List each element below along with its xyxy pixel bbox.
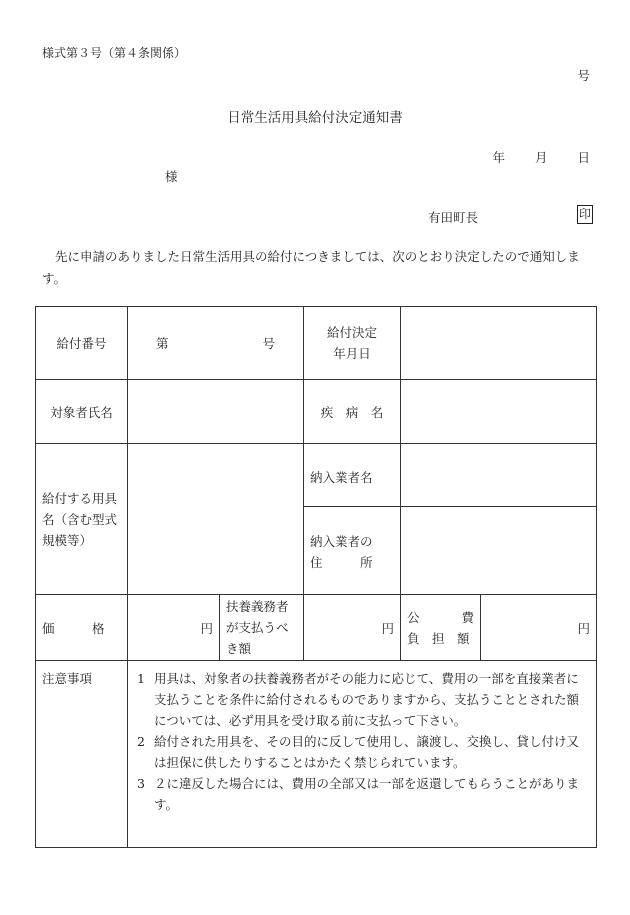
item-label-line2: 名（含む型式 xyxy=(42,511,118,527)
intro-paragraph: 先に申請のありました日常生活用具の給付につきましては、次のとおり決定したので通知します。 xyxy=(42,249,580,286)
decision-date-label-line2: 年月日 xyxy=(333,346,371,361)
vendor-address-value[interactable] xyxy=(401,507,597,595)
date-day: 日 xyxy=(577,150,590,165)
vendor-address-line2: 住 所 xyxy=(310,555,373,570)
subject-name-value[interactable] xyxy=(128,380,304,444)
notes-cell xyxy=(128,661,597,848)
note-number: 1 xyxy=(137,671,145,686)
seal-mark: 印 xyxy=(577,205,593,224)
price-label: 価 格 xyxy=(36,595,128,661)
vendor-name-label: 納入業者名 xyxy=(304,444,401,507)
date-year: 年 xyxy=(492,150,505,165)
note-text: 用具は、対象者の扶養義務者がその能力に応じて、費用の一部を直接業者に支払うことを条件に給付されるものでありますから、支払うこととされた額については、必ず用具を受け取る前に支払って下さい。 xyxy=(154,671,580,728)
item-label-line1: 給付する用具 xyxy=(42,490,118,506)
guardian-label-line2: が支払うべ xyxy=(226,620,289,635)
item-label-line3: 規模等） xyxy=(42,532,93,548)
row-subject xyxy=(36,380,597,444)
public-label-b: 費 xyxy=(461,609,474,625)
disease-label: 疾 病 名 xyxy=(304,380,401,444)
grant-number-suffix: 号 xyxy=(262,336,275,351)
date-line xyxy=(492,148,590,166)
row-price xyxy=(36,595,597,661)
disease-value[interactable] xyxy=(401,380,597,444)
vendor-name-value[interactable] xyxy=(401,444,597,507)
recipient-honorific: 様 xyxy=(165,169,178,184)
public-burden-label xyxy=(401,595,481,661)
vendor-address-label xyxy=(304,507,401,595)
row-notes xyxy=(36,661,597,848)
item-name-value[interactable] xyxy=(128,444,304,595)
vendor-address-line1: 納入業者の xyxy=(310,534,373,549)
public-label-a: 公 xyxy=(407,609,420,625)
notes-label: 注意事項 xyxy=(36,661,128,848)
guardian-label-line1: 扶養義務者 xyxy=(226,599,289,614)
note-item xyxy=(128,731,590,773)
note-text: ２に違反した場合には、費用の全部又は一部を返還してもらうことがあります。 xyxy=(154,776,580,812)
form-label: 様式第３号（第４条関係） xyxy=(42,46,187,60)
note-item xyxy=(128,773,590,815)
note-number: 2 xyxy=(137,734,145,749)
subject-name-label: 対象者氏名 xyxy=(36,380,128,444)
decision-date-label xyxy=(304,307,401,380)
public-burden-value[interactable]: 円 xyxy=(481,595,597,661)
grant-decision-table xyxy=(35,306,597,848)
date-month: 月 xyxy=(534,150,548,165)
decision-date-label-line1: 給付決定 xyxy=(326,325,377,340)
row-grant-number xyxy=(36,307,597,380)
grant-number-cell[interactable] xyxy=(128,307,304,380)
guardian-payment-label xyxy=(220,595,304,661)
issuer-name: 有田町長 xyxy=(428,210,479,225)
price-value[interactable]: 円 xyxy=(128,595,220,661)
grant-number-label: 給付番号 xyxy=(36,307,128,380)
guardian-payment-value[interactable]: 円 xyxy=(304,595,401,661)
guardian-label-line3: き額 xyxy=(226,641,252,656)
document-number-label: 号 xyxy=(577,68,590,83)
document-title: 日常生活用具給付決定通知書 xyxy=(227,110,403,126)
public-label-line2: 負 担 額 xyxy=(407,630,470,646)
note-text: 給付された用具を、その目的に反して使用し、譲渡し、交換し、貸し付け又は担保に供したりすることはかたく禁じられています。 xyxy=(154,734,580,770)
grant-number-prefix: 第 xyxy=(156,336,169,351)
item-name-label xyxy=(36,444,128,595)
row-vendor-name xyxy=(36,444,597,507)
decision-date-value[interactable] xyxy=(401,307,597,380)
note-item xyxy=(128,668,590,731)
note-number: 3 xyxy=(137,776,145,791)
